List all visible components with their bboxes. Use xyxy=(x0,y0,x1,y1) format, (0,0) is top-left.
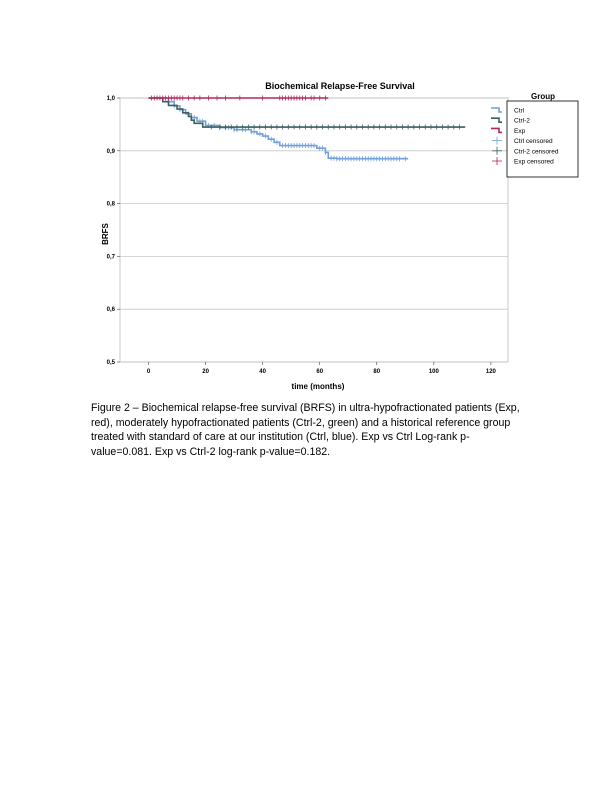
y-tick-label: 0,7 xyxy=(106,254,115,261)
survival-curve xyxy=(149,98,466,127)
legend-item xyxy=(492,157,554,166)
legend-label: Ctrl xyxy=(514,107,525,115)
y-tick-label: 0,8 xyxy=(106,201,115,208)
x-tick-label: 100 xyxy=(428,369,439,375)
survival-curve xyxy=(149,98,409,159)
x-tick-label: 0 xyxy=(146,369,151,375)
gridlines xyxy=(120,98,508,362)
x-tick-label: 40 xyxy=(259,369,266,375)
chart-title: Biochemical Relapse-Free Survival xyxy=(265,81,415,91)
legend-label: Ctrl-2 xyxy=(514,117,530,125)
y-tick-label: 0,9 xyxy=(106,148,115,155)
series-exp xyxy=(149,96,329,101)
legend-label: Exp xyxy=(514,127,526,135)
series-ctrl-2 xyxy=(149,98,466,130)
legend-label: Ctrl censored xyxy=(514,138,553,146)
series-layer xyxy=(149,96,466,162)
x-tick-label: 20 xyxy=(202,369,209,375)
x-tick-label: 80 xyxy=(373,369,381,375)
axis-ticks xyxy=(107,96,497,375)
y-axis-title: BRFS xyxy=(101,223,110,245)
x-axis-title: time (months) xyxy=(291,382,345,391)
plot-frame xyxy=(120,98,508,362)
y-tick-label: 0,5 xyxy=(106,360,115,366)
x-tick-label: 120 xyxy=(485,369,496,375)
y-tick-label: 1,0 xyxy=(106,96,115,102)
figure-caption: Figure 2 – Biochemical relapse-free survival (BRFS) in ultra-hypofractionated patients (Exp, red), moderately hypofractionated patients (Ctrl-2, green) and a historical reference group treated with standard of care at our institution (Ctrl, blue). Exp vs Ctrl Log-rank p-value=0.081. Exp vs Ctrl-2 log-rank p-value=0.182. xyxy=(91,402,520,458)
x-tick-label: 60 xyxy=(316,369,324,375)
legend-line-swatch xyxy=(491,118,502,122)
series-ctrl xyxy=(149,96,409,162)
legend-label: Ctrl-2 censored xyxy=(514,148,559,156)
legend xyxy=(491,92,578,177)
legend-line-swatch xyxy=(491,108,502,112)
legend-label: Exp censored xyxy=(514,158,554,166)
legend-line-swatch xyxy=(491,128,502,132)
legend-title: Group xyxy=(531,92,555,101)
legend-item xyxy=(492,137,553,146)
y-tick-label: 0,6 xyxy=(106,307,115,314)
